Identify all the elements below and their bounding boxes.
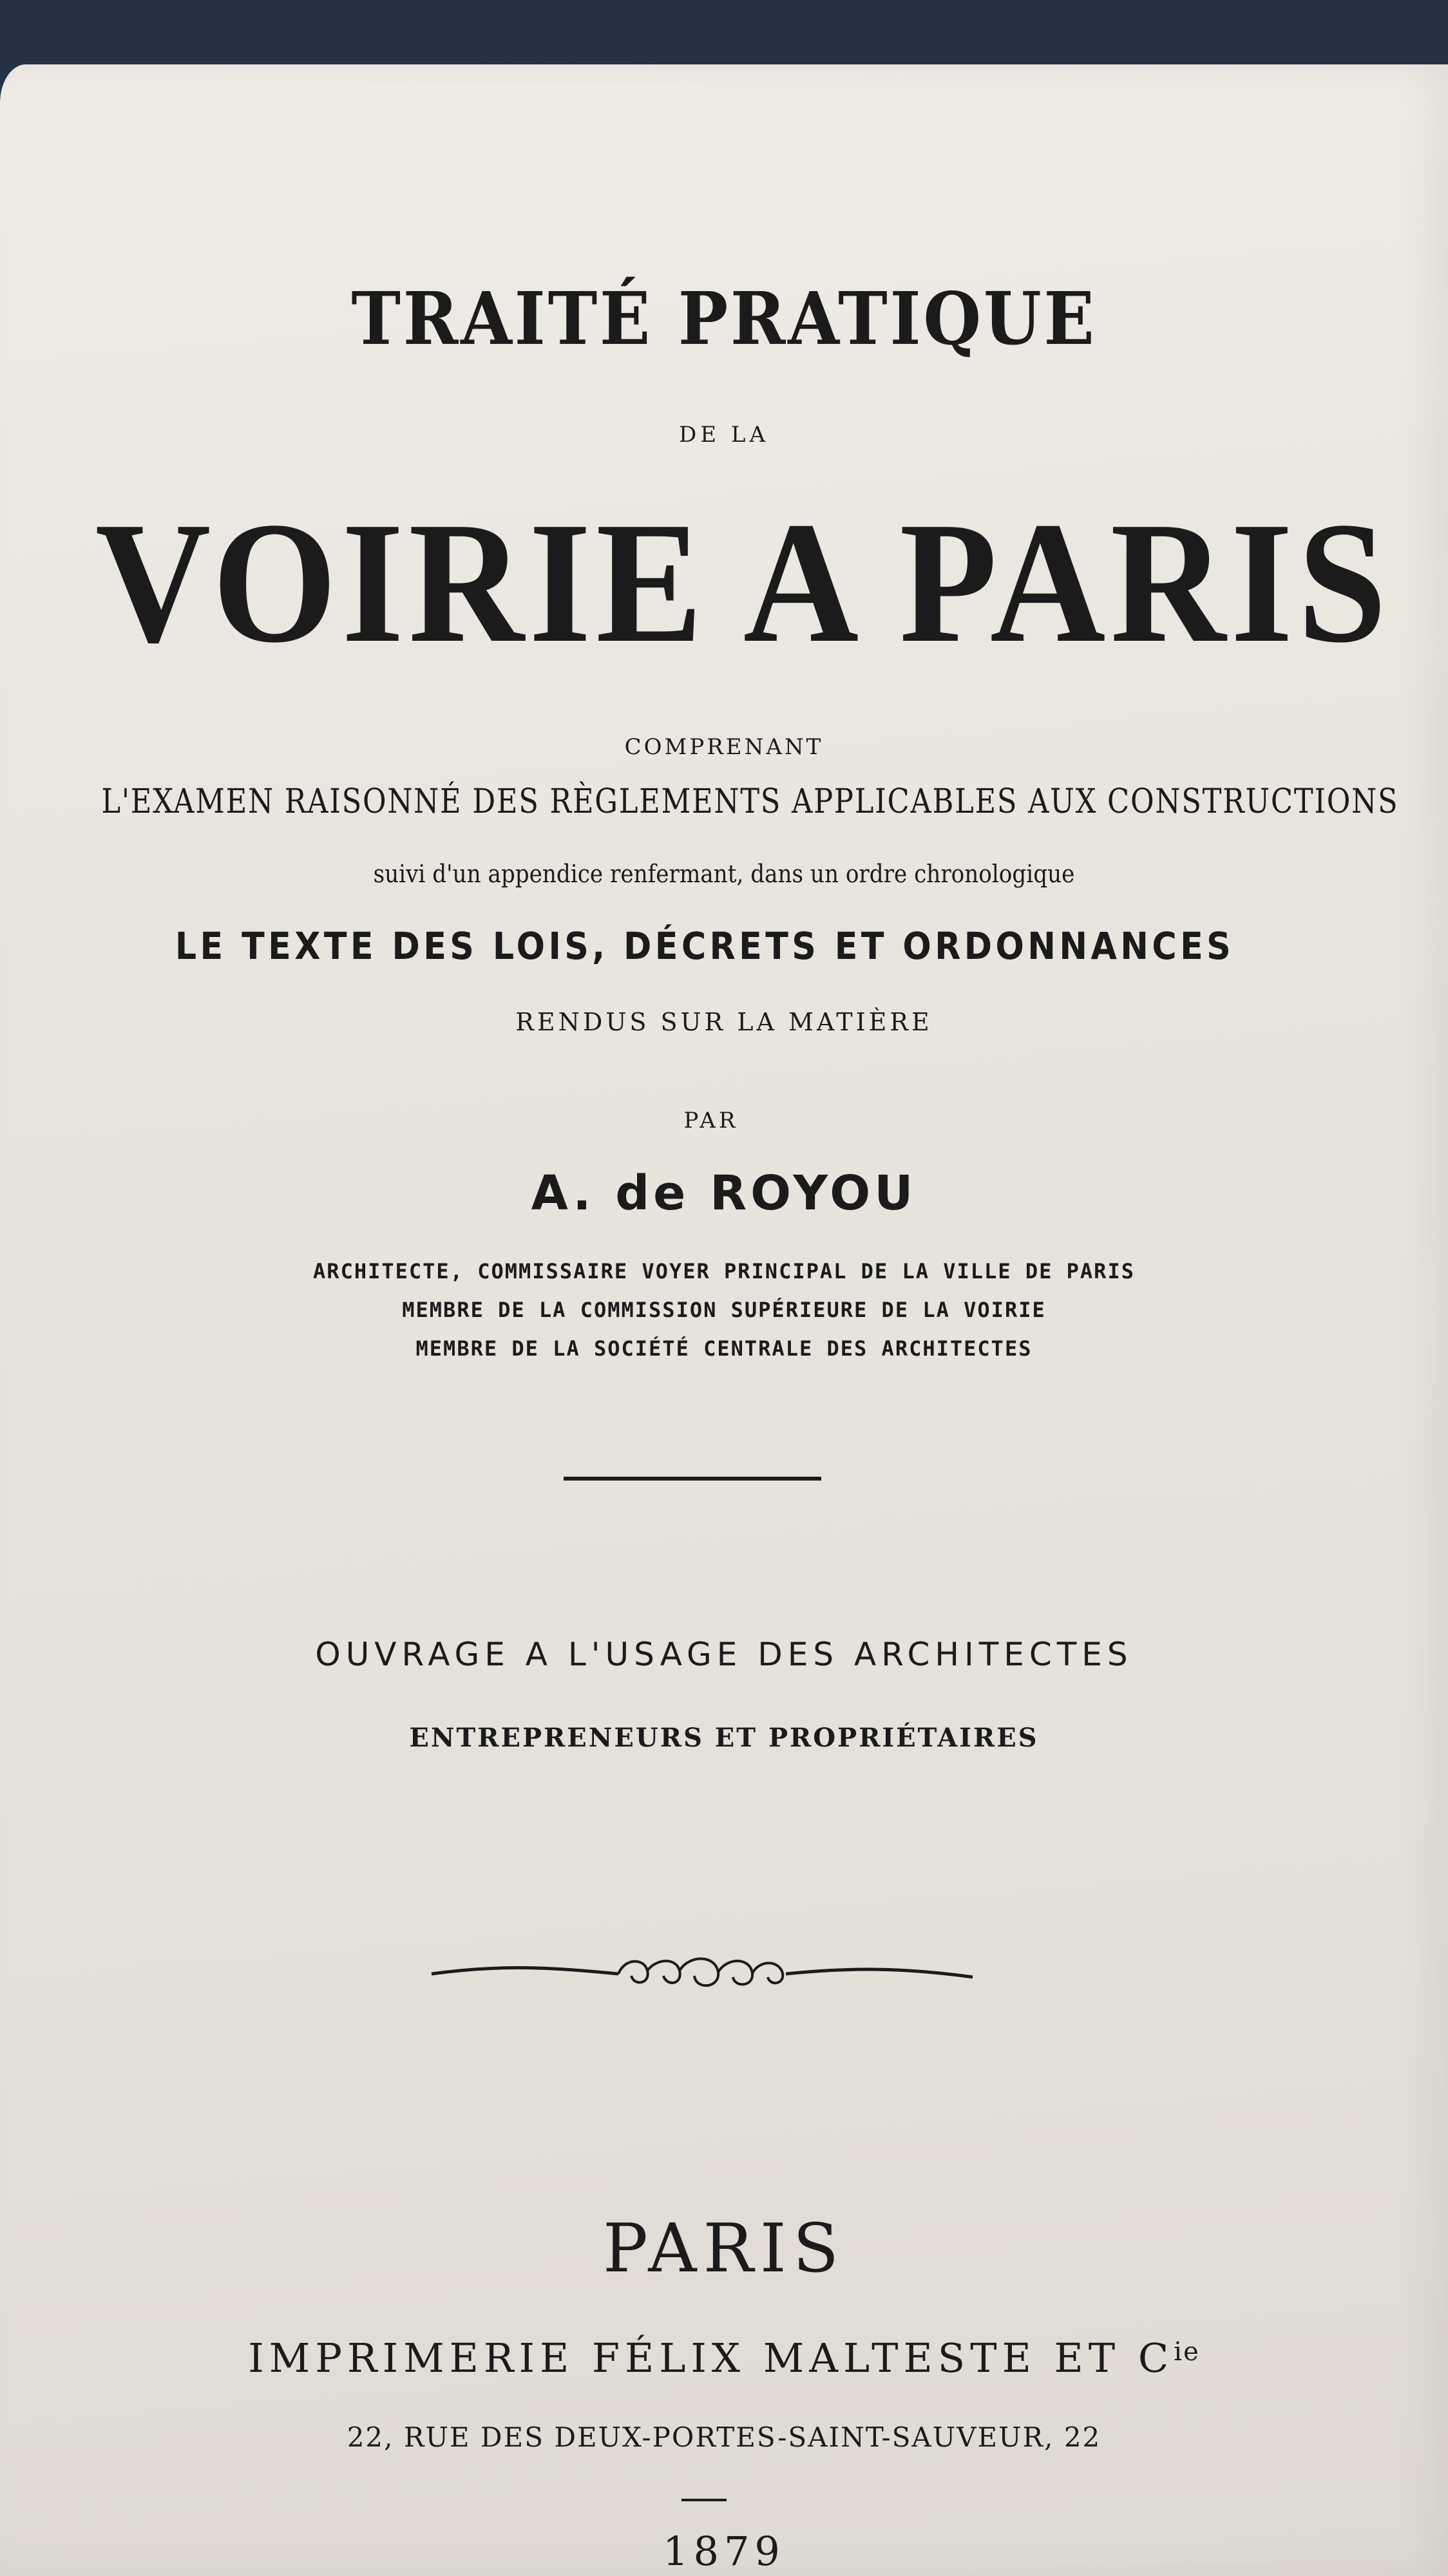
- title-page: [0, 64, 1448, 2576]
- printer-abbrev-sup: ie: [1174, 2337, 1200, 2367]
- publication-year: 1879: [663, 2528, 785, 2575]
- divider-rule: [564, 1477, 821, 1481]
- author-name: A. de ROYOU: [531, 1166, 917, 1221]
- printer-name: IMPRIMERIE FÉLIX MALTESTE ET C: [248, 2334, 1174, 2382]
- subject-line: L'EXAMEN RAISONNÉ DES RÈGLEMENTS APPLICABLES AUX CONSTRUCTIONS: [101, 782, 1399, 821]
- credential-line: MEMBRE DE LA COMMISSION SUPÉRIEURE DE LA VOIRIE: [402, 1298, 1046, 1322]
- comprenant-label: COMPRENANT: [624, 734, 824, 760]
- short-divider: [681, 2499, 727, 2501]
- rendus-line: RENDUS SUR LA MATIÈRE: [515, 1008, 933, 1036]
- laws-line: LE TEXTE DES LOIS, DÉCRETS ET ORDONNANCES: [175, 924, 1235, 968]
- audience-line-2: ENTREPRENEURS ET PROPRIÉTAIRES: [409, 1723, 1039, 1753]
- appendix-line: suivi d'un appendice renfermant, dans un ordre chronologique: [373, 860, 1075, 888]
- credential-line: MEMBRE DE LA SOCIÉTÉ CENTRALE DES ARCHITECTES: [415, 1336, 1033, 1361]
- main-title: VOIRIE A PARIS: [95, 486, 1392, 679]
- title-line-1: TRAITÉ PRATIQUE: [351, 277, 1097, 361]
- title-connector: DE LA: [678, 422, 770, 448]
- publication-city: PARIS: [602, 2209, 846, 2287]
- credential-line: ARCHITECTE, COMMISSAIRE VOYER PRINCIPAL DE LA VILLE DE PARIS: [313, 1259, 1135, 1283]
- printer-address: 22, RUE DES DEUX-PORTES-SAINT-SAUVEUR, 22: [347, 2421, 1101, 2453]
- audience-line-1: OUVRAGE A L'USAGE DES ARCHITECTES: [315, 1636, 1133, 1673]
- printer-line: [0, 2334, 1448, 2382]
- ornament-flourish: [425, 1945, 979, 2003]
- by-label: PAR: [683, 1108, 739, 1133]
